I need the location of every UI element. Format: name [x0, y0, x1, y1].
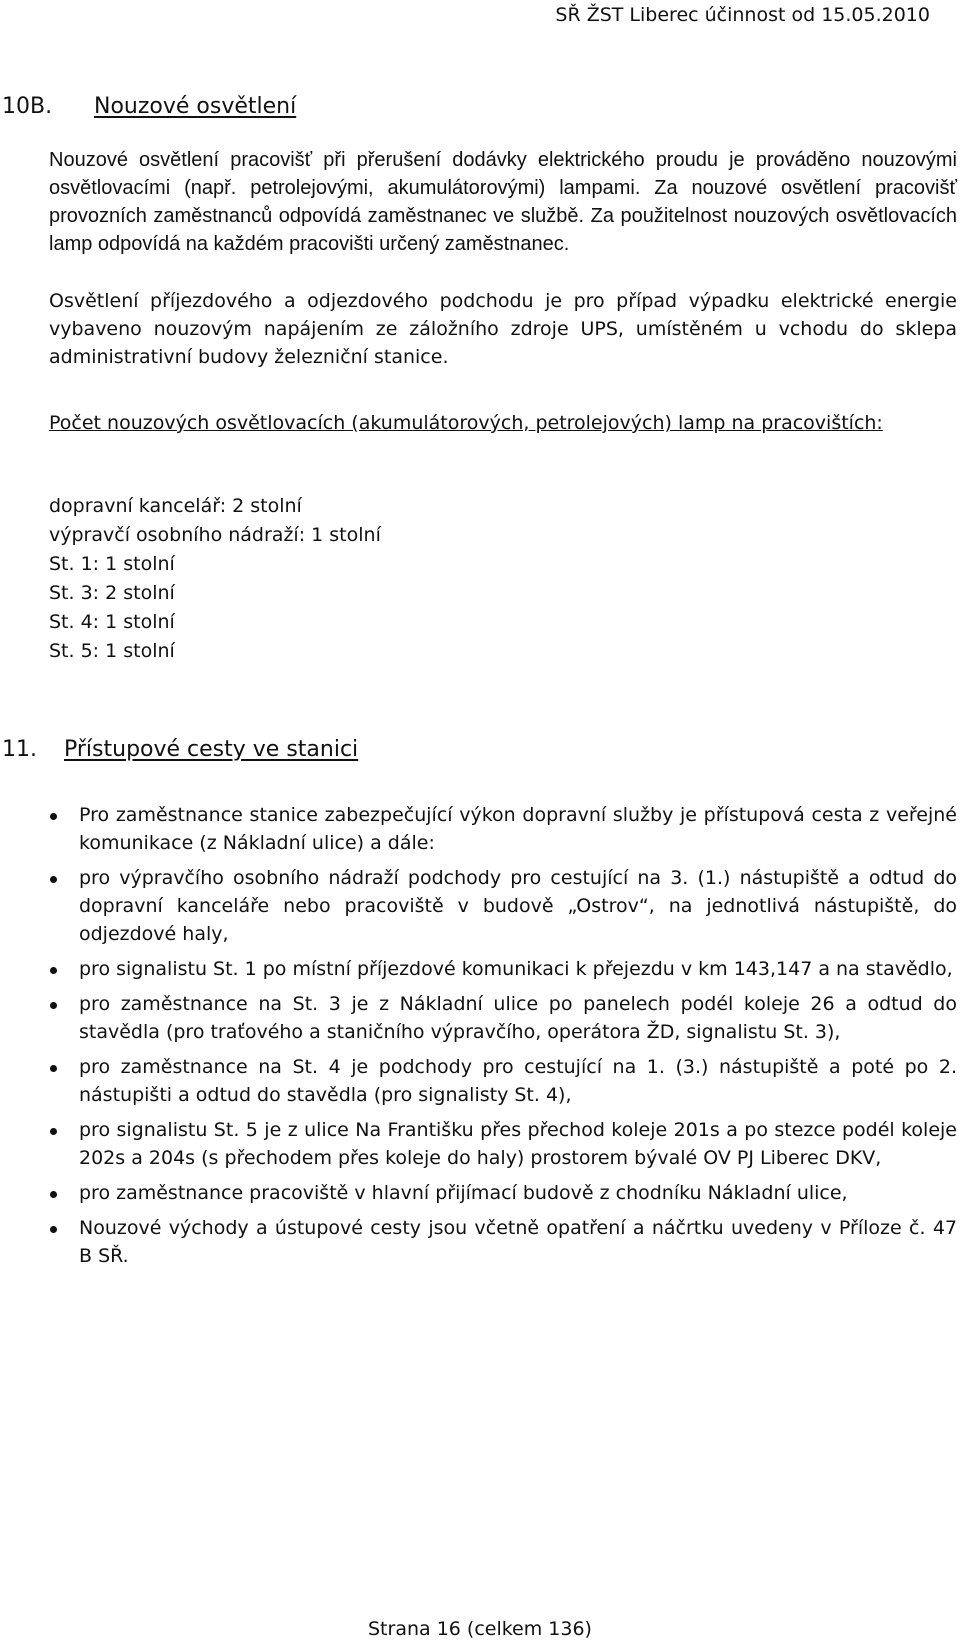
bullet-icon: [50, 1002, 57, 1009]
bullet-icon: [50, 967, 57, 974]
emergency-lighting-paragraph: Nouzové osvětlení pracovišť při přerušení dodávky elektrického proudu je prováděno nouzovými osvětlovacími (např. petrolejovými, akumulátorovými) lampami. Za nouzové osvětlení pracovišť provozních zaměstnanců odpovídá zaměstnanec ve službě. Za použitelnost nouzových osvětlovacích lamp odpovídá na každém pracovišti určený zaměstnanec.: [49, 149, 957, 255]
bullet-icon: [50, 813, 57, 820]
page-footer: Strana 16 (celkem 136): [368, 1618, 592, 1640]
list-item: [50, 955, 957, 983]
lamp-count-heading: Počet nouzových osvětlovacích (akumulátorových, petrolejových) lamp na pracovištích:: [49, 412, 883, 434]
list-item-text: pro signalistu St. 1 po místní příjezdové komunikaci k přejezdu v km 143,147 a na stavědlo,: [79, 958, 953, 980]
lamp-list-item: St. 4: 1 stolní: [49, 611, 175, 633]
bullet-icon: [50, 1128, 57, 1135]
list-item: [50, 990, 957, 1046]
list-item: [50, 801, 957, 857]
underpass-lighting-paragraph: Osvětlení příjezdového a odjezdového podchodu je pro případ výpadku elektrické energie vybaveno nouzovým napájením ze záložního zdroje UPS, umístěném u vchodu do sklepa administrativní budovy železniční stanice.: [49, 290, 957, 368]
section-number: 11.: [2, 737, 37, 762]
lamp-list-item: St. 5: 1 stolní: [49, 640, 175, 662]
section-title: Nouzové osvětlení: [94, 94, 297, 119]
lamp-list-item: St. 1: 1 stolní: [49, 553, 175, 575]
list-item-text: Nouzové východy a ústupové cesty jsou včetně opatření a náčrtku uvedeny v Příloze č. 47 B SŘ.: [79, 1217, 957, 1267]
list-item-text: pro zaměstnance na St. 4 je podchody pro cestující na 1. (3.) nástupiště a poté po 2. nástupišti a odtud do stavědla (pro signalisty St. 4),: [79, 1056, 957, 1106]
list-item-text: pro signalistu St. 5 je z ulice Na Františku přes přechod koleje 201s a po stezce podél koleje 202s a 204s (s přechodem přes koleje do haly) prostorem bývalé OV PJ Liberec DKV,: [79, 1119, 957, 1169]
bullet-icon: [50, 1191, 57, 1198]
list-item: [50, 1053, 957, 1109]
list-item-text: pro zaměstnance na St. 3 je z Nákladní ulice po panelech podél koleje 26 a odtud do stavědla (pro traťového a staničního výpravčího, operátora ŽD, signalistu St. 3),: [79, 993, 957, 1043]
list-item: [50, 1179, 957, 1207]
list-item: [50, 864, 957, 948]
list-item-text: pro výpravčího osobního nádraží podchody pro cestující na 3. (1.) nástupiště a odtud do dopravní kanceláře nebo pracoviště v budově „Ostrov“, na jednotlivá nástupiště, do odjezdové haly,: [79, 867, 957, 945]
bullet-icon: [50, 876, 57, 883]
list-item: [50, 1214, 957, 1270]
section-title: Přístupové cesty ve stanici: [64, 737, 359, 762]
list-item: [50, 1116, 957, 1172]
section-heading-10b: [2, 94, 296, 119]
lamp-list-item: výpravčí osobního nádraží: 1 stolní: [49, 524, 381, 546]
bullet-icon: [50, 1226, 57, 1233]
list-item-text: pro zaměstnance pracoviště v hlavní přijímací budově z chodníku Nákladní ulice,: [79, 1182, 848, 1204]
lamp-list-item: dopravní kancelář: 2 stolní: [49, 495, 302, 517]
section-heading-11: [2, 737, 358, 762]
lamp-list: [49, 492, 381, 666]
lamp-list-item: St. 3: 2 stolní: [49, 582, 175, 604]
page-header: SŘ ŽST Liberec účinnost od 15.05.2010: [555, 4, 930, 26]
section-number: 10B.: [2, 94, 53, 119]
access-routes-list: [50, 801, 957, 1277]
list-item-text: Pro zaměstnance stanice zabezpečující výkon dopravní služby je přístupová cesta z veřejné komunikace (z Nákladní ulice) a dále:: [79, 804, 957, 854]
bullet-icon: [50, 1065, 57, 1072]
